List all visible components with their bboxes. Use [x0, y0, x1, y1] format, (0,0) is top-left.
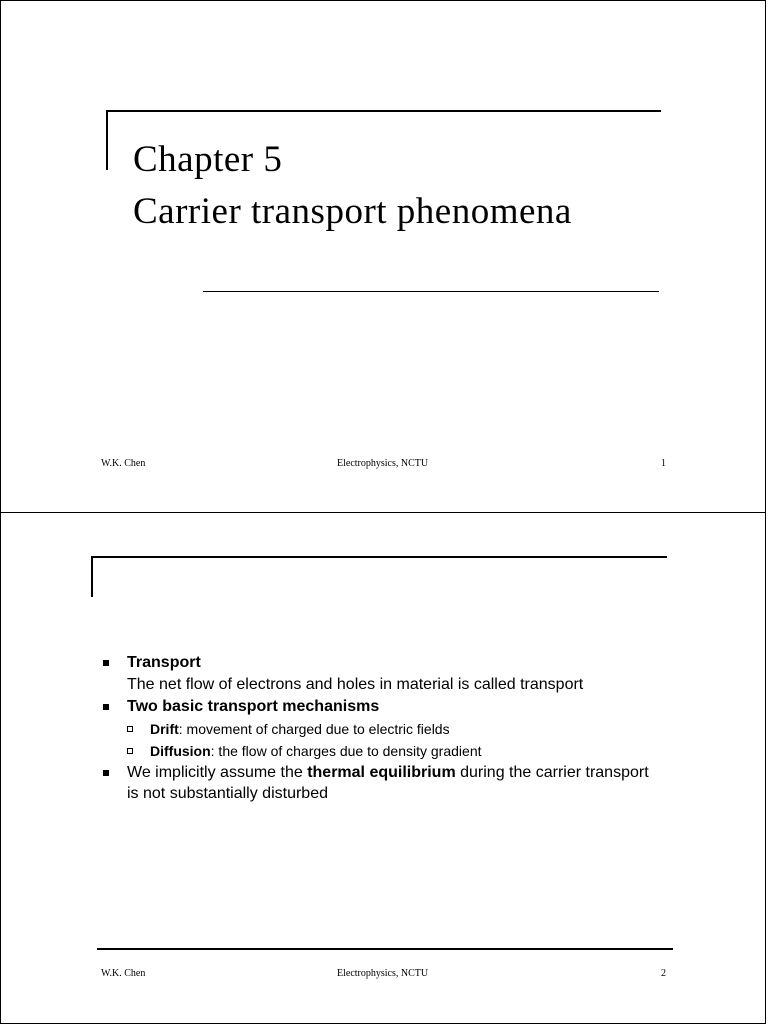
- sub-bullet-item-drift: [101, 718, 661, 740]
- slide-1: [0, 0, 766, 513]
- sub-bullet-text: : the flow of charges due to density gradient: [210, 743, 482, 759]
- sub-bullet-item-diffusion: [101, 740, 661, 762]
- hollow-square-bullet-icon: [127, 748, 133, 754]
- header-frame-left-rule: [91, 556, 93, 597]
- slide-2: [0, 512, 766, 1024]
- footer-page-number: 2: [661, 968, 666, 979]
- bullet-heading: Two basic transport mechanisms: [127, 698, 380, 715]
- header-frame-top-rule: [91, 556, 667, 558]
- bullet-text: The net flow of electrons and holes in material is called transport: [127, 676, 584, 693]
- bullet-item-assumption: [101, 762, 661, 804]
- square-bullet-icon: [103, 704, 109, 710]
- footer-institution: Electrophysics, NCTU: [337, 458, 429, 469]
- title-frame-left-rule: [106, 110, 108, 170]
- title-underline-rule: [203, 291, 659, 292]
- bullet-emphasis: thermal equilibrium: [307, 764, 456, 781]
- bullet-item-transport: [101, 652, 661, 696]
- chapter-subtitle: Carrier transport phenomena: [133, 191, 572, 232]
- footer-author: W.K. Chen: [101, 458, 146, 469]
- sub-bullet-term: Diffusion: [150, 743, 211, 759]
- footer-author: W.K. Chen: [101, 968, 146, 979]
- sub-bullet-text: : movement of charged due to electric fields: [178, 721, 450, 737]
- bullet-list: [101, 652, 661, 804]
- bullet-item-mechanisms: [101, 696, 661, 718]
- footer-rule: [97, 948, 673, 950]
- bullet-heading: Transport: [127, 654, 201, 671]
- footer-institution: Electrophysics, NCTU: [337, 968, 429, 979]
- bullet-text-suffix: during the carrier transport is not substantially disturbed: [127, 764, 649, 802]
- sub-bullet-term: Drift: [150, 721, 179, 737]
- hollow-square-bullet-icon: [127, 726, 133, 732]
- square-bullet-icon: [103, 770, 109, 776]
- footer-page-number: 1: [661, 458, 666, 469]
- title-frame-top-rule: [106, 110, 661, 112]
- bullet-text-prefix: We implicitly assume the: [127, 764, 308, 781]
- chapter-title: Chapter 5: [133, 139, 283, 180]
- square-bullet-icon: [103, 660, 109, 666]
